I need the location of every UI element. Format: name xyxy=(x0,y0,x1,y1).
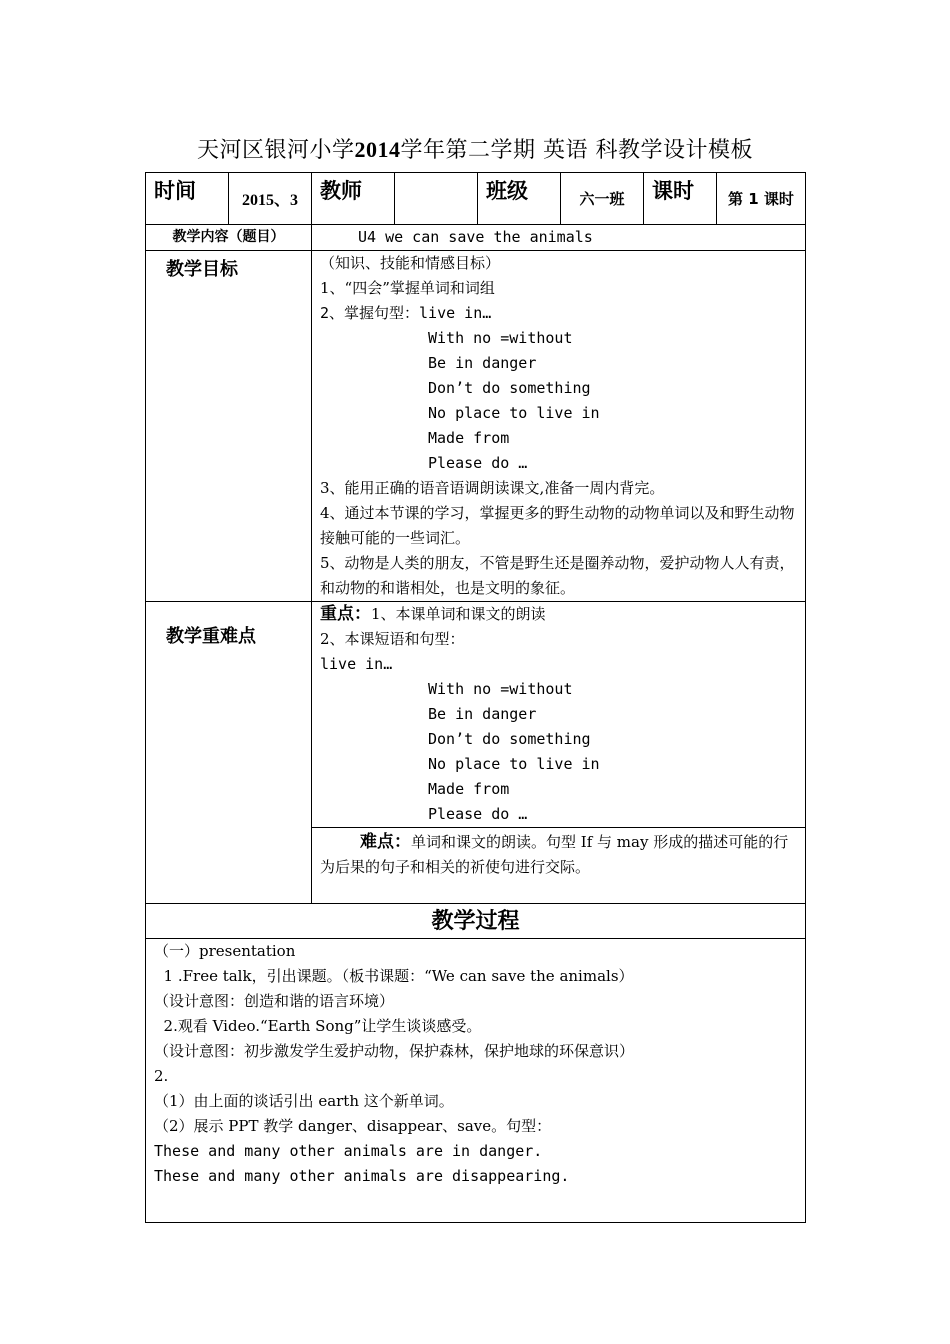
process-title-row xyxy=(146,904,806,939)
pattern-item: Be in danger xyxy=(428,354,537,372)
teacher-value xyxy=(395,173,478,225)
pattern-item: Please do … xyxy=(428,454,528,472)
key-item: 2、本课短语和句型： xyxy=(320,630,465,648)
process-line: （设计意图：初步激发学生爱护动物，保护森林，保护地球的环保意识） xyxy=(154,1042,635,1060)
objectives-item: 4、通过本节课的学习，掌握更多的野生动物的动物单词以及和野生动物接触可能的一些词汇。 xyxy=(320,504,795,547)
objectives-intro: （知识、技能和情感目标） xyxy=(320,254,501,272)
period-label: 课时 xyxy=(644,173,717,225)
process-line: （2）展示 PPT 教学 danger、disappear、save。句型： xyxy=(154,1117,552,1135)
keypoints-label: 教学重难点 xyxy=(146,602,312,904)
process-line: （1）由上面的谈话引出 earth 这个新单词。 xyxy=(154,1092,454,1110)
objectives-row xyxy=(146,251,806,602)
diff-text: 单词和课文的朗读。句型 If 与 may 形成的描述可能的行为后果的句子和相关的祈使句进行交际。 xyxy=(320,833,789,876)
pattern-item: With no =without xyxy=(428,329,573,347)
content-row xyxy=(146,225,806,251)
objectives-item: 2、掌握句型：live in… xyxy=(320,304,492,322)
time-value: 2015、3 xyxy=(229,173,312,225)
pattern-item: Don’t do something xyxy=(428,379,591,397)
diff-label: 难点： xyxy=(360,832,411,852)
pattern-item: No place to live in xyxy=(428,404,600,422)
process-title: 教学过程 xyxy=(146,904,806,939)
process-line: （设计意图：创造和谐的语言环境） xyxy=(154,992,395,1010)
pattern-item: Made from xyxy=(428,780,510,798)
objectives-item: 1、“四会”掌握单词和词组 xyxy=(320,279,495,297)
key-label: 重点： xyxy=(320,604,371,624)
keypoints-cell xyxy=(312,602,806,828)
process-line: 2. xyxy=(154,1067,169,1085)
process-line: 2.观看 Video.“Earth Song”让学生谈谈感受。 xyxy=(154,1017,482,1035)
process-line: （一）presentation xyxy=(154,942,296,960)
period-value: 第 1 课时 xyxy=(717,173,806,225)
objectives-label: 教学目标 xyxy=(146,251,312,602)
pattern-item: Be in danger xyxy=(428,705,537,723)
objectives-cell xyxy=(312,251,806,602)
objectives-item: 3、能用正确的语音语调朗读课文,准备一周内背完。 xyxy=(320,479,665,497)
process-cell xyxy=(146,939,806,1223)
key-item: live in… xyxy=(320,655,393,673)
keypoints-row xyxy=(146,602,806,828)
process-line: 1 .Free talk，引出课题。（板书课题：“We can save the animals） xyxy=(154,967,634,985)
difficulty-cell xyxy=(312,828,806,904)
content-value: U4 we can save the animals xyxy=(312,225,806,251)
process-line: These and many other animals are disappearing. xyxy=(154,1167,570,1185)
header-row xyxy=(146,173,806,225)
pattern-item: No place to live in xyxy=(428,755,600,773)
key-item: 1、本课单词和课文的朗读 xyxy=(371,605,546,623)
objectives-item: 5、动物是人类的朋友，不管是野生还是圈养动物，爱护动物人人有责，和动物的和谐相处，也是文明的象征。 xyxy=(320,554,795,597)
time-label: 时间 xyxy=(146,173,229,225)
class-label: 班级 xyxy=(478,173,561,225)
pattern-item: Made from xyxy=(428,429,510,447)
process-line: These and many other animals are in danger. xyxy=(154,1142,543,1160)
content-label: 教学内容（题目） xyxy=(146,225,312,251)
pattern-item: Don’t do something xyxy=(428,730,591,748)
pattern-item: With no =without xyxy=(428,680,573,698)
pattern-item: Please do … xyxy=(428,805,528,823)
process-row xyxy=(146,939,806,1223)
class-value: 六一班 xyxy=(561,173,644,225)
page-title: 天河区银河小学2014学年第二学期 英语 科教学设计模板 xyxy=(196,137,753,163)
lesson-plan-table xyxy=(145,172,806,1223)
teacher-label: 教师 xyxy=(312,173,395,225)
